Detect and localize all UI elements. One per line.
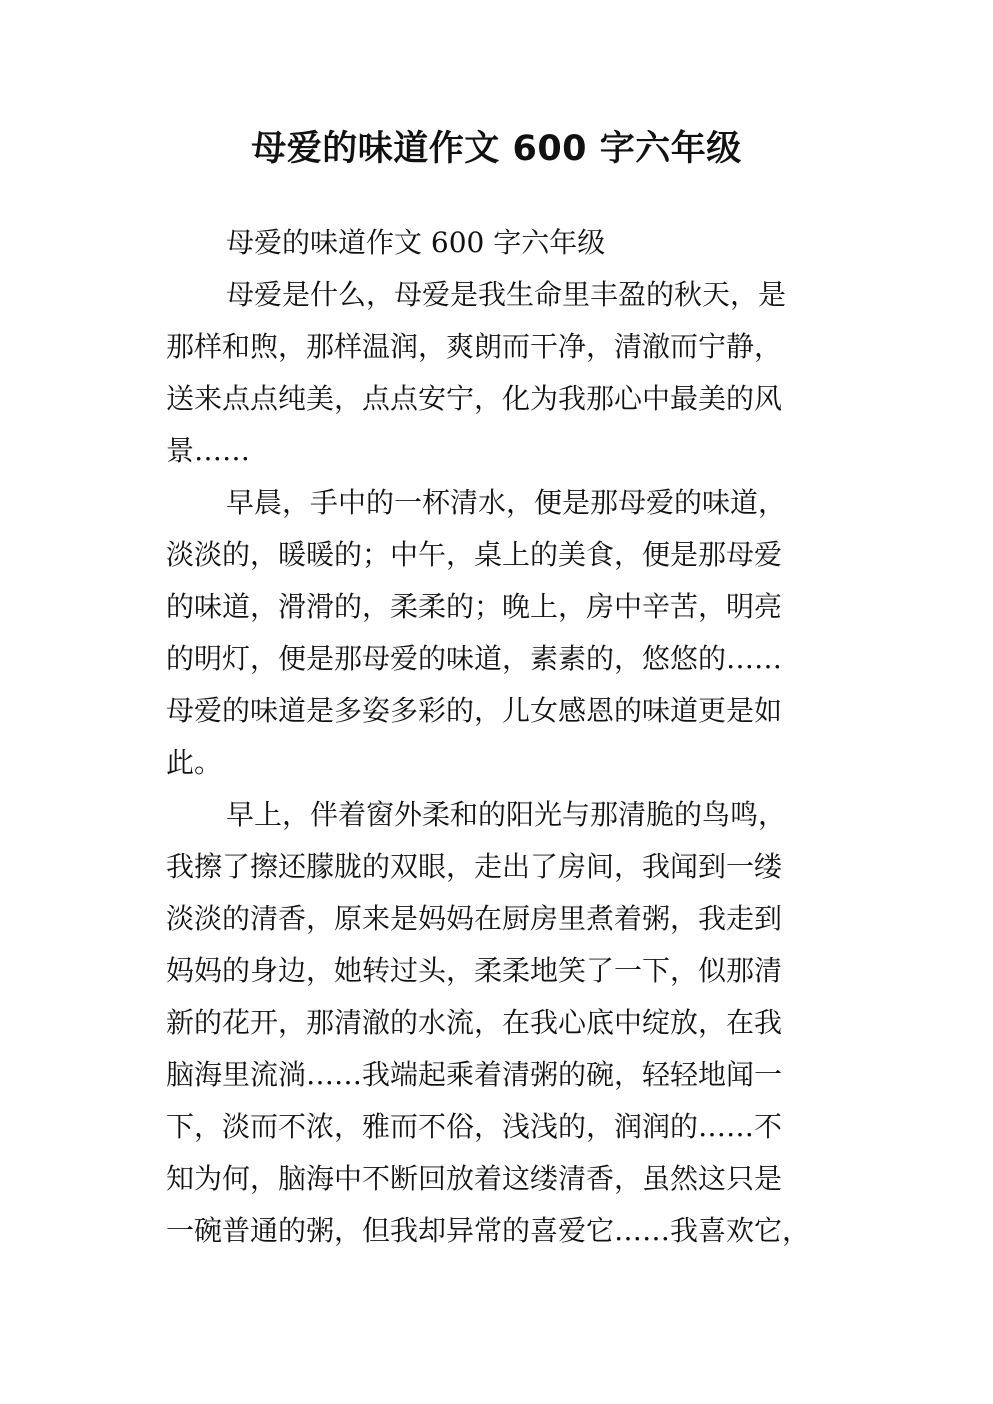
document-title: 母爱的味道作文 600 字六年级 (251, 129, 742, 169)
paragraph: 早晨，手中的一杯清水，便是那母爱的味道， 淡淡的，暖暖的；中午，桌上的美食，便是那母爱 的味道，滑滑的，柔柔的；晚上，房中辛苦，明亮 的明灯，便是那母爱的味道，素素的，悠悠的…… 母爱的味道是多姿多彩的，儿女感恩的味道更是如 此。 (166, 486, 787, 779)
paragraph: 母爱是什么，母爱是我生命里丰盈的秋天，是 那样和煦，那样温润，爽朗而干净，清澈而宁静， 送来点点纯美，点点安宁，化为我那心中最美的风 景…… (166, 278, 787, 467)
document-body (166, 217, 830, 1257)
subtitle-paragraph: 母爱的味道作文 600 字六年级 (226, 226, 606, 259)
paragraph: 早上，伴着窗外柔和的阳光与那清脆的鸟鸣， 我擦了擦还朦胧的双眼，走出了房间，我闻到一缕 淡淡的清香，原来是妈妈在厨房里煮着粥，我走到 妈妈的身边，她转过头，柔柔地笑了一下，似那清 新的花开，那清澈的水流，在我心底中绽放，在我 脑海里流淌……我端起乘着清粥的碗，轻轻地闻一 下，淡而不浓，雅而不俗，浅浅的，润润的……不 知为何，脑海中不断回放着这缕清香，虽然这只是 一碗普通的粥，但我却异常的喜爱它……我喜欢它， (166, 798, 811, 1247)
